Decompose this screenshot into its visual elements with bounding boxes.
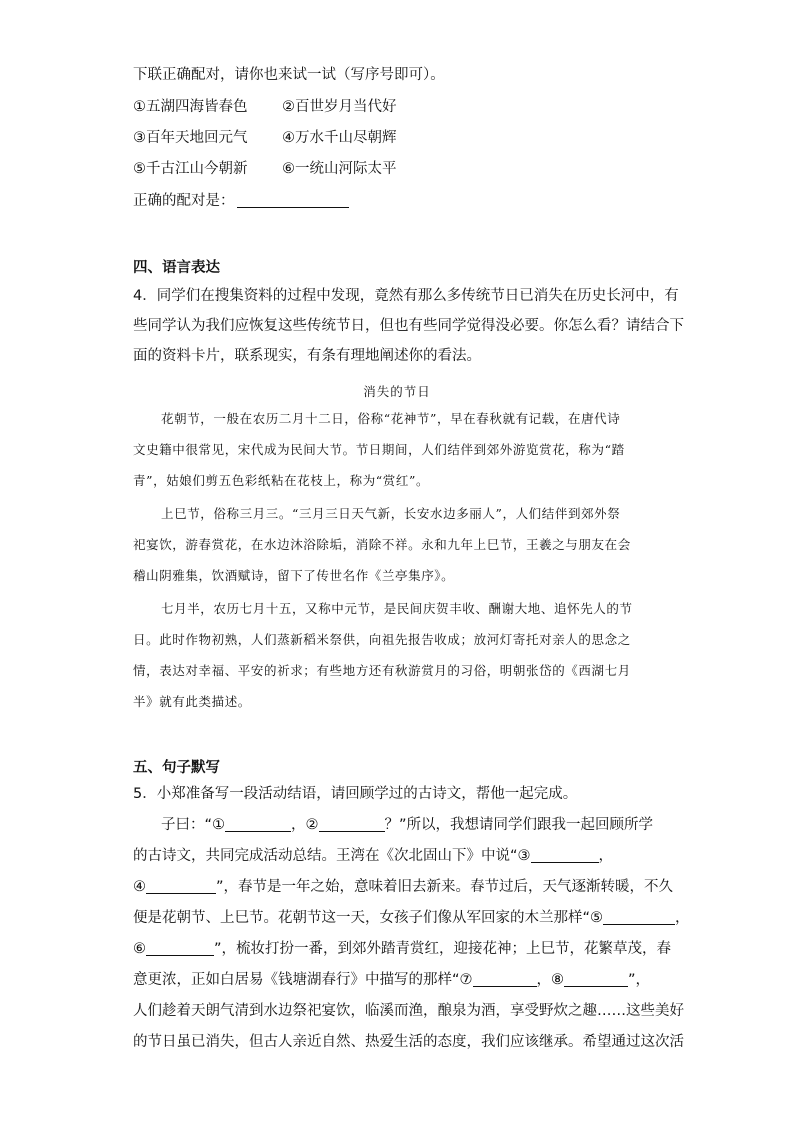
blank-7[interactable] [473, 971, 537, 987]
q4-line-1: 4．同学们在搜集资料的过程中发现，竟然有那么多传统节日已消失在历史长河中，有 [133, 288, 679, 304]
option-5: ⑤千古江山今朝新 [133, 161, 248, 177]
option-6: ⑥一统山河际太平 [282, 161, 397, 177]
q3-intro: 下联正确配对，请你也来试一试（写序号即可）。 [133, 67, 445, 83]
q4-line-3: 面的资料卡片，联系现实，有条有理地阐述你的看法。 [133, 348, 481, 364]
fill-line-1: 子曰：“① ，② ？”所以，我想请同学们跟我一起回顾所学 [161, 817, 654, 833]
q4-line-2: 些同学认为我们应恢复这些传统节日，但也有些同学觉得没必要。你怎么看？请结合下 [133, 318, 684, 334]
card-line-9: 情，表达对幸福、平安的祈求；有些地方还有秋游赏月的习俗，明朝张岱的《西湖七月 [133, 663, 631, 678]
blank-2[interactable] [319, 816, 385, 832]
card-line-7: 七月半，农历七月十五，又称中元节，是民间庆贺丰收、酬谢大地、追怀先人的节 [161, 601, 633, 616]
blank-3[interactable] [531, 847, 599, 863]
option-4: ④万水千山尽朝辉 [282, 130, 397, 146]
card-line-8: 日。此时作物初熟，人们蒸新稻米祭供，向祖先报告收成；放河灯寄托对亲人的思念之 [133, 632, 631, 647]
fill-line-6: 意更浓，正如白居易《钱塘湖春行》中描写的那样“⑦ ，⑧ ”， [133, 972, 651, 988]
fill-line-7: 人们趁着天朗气清到水边祭祀宴饮，临溪而渔，酿泉为酒，享受野炊之趣……这些美好 [133, 1003, 684, 1019]
card-line-4: 上巳节，俗称三月三。“三月三日天气新，长安水边多丽人”，人们结伴到郊外祭 [161, 506, 621, 521]
blank-4[interactable] [146, 878, 216, 894]
card-line-3: 青”，姑娘们剪五色彩纸粘在花枝上，称为“赏红”。 [133, 473, 430, 488]
card-title: 消失的节日 [363, 384, 431, 399]
answer-label: 正确的配对是： [133, 193, 235, 209]
fill-line-5: ⑥ ”，梳妆打扮一番，到郊外踏青赏红，迎接花神；上巳节，花繁草茂，春 [133, 941, 672, 957]
blank-5[interactable] [603, 909, 675, 925]
section5-heading: 五、句子默写 [133, 760, 220, 776]
answer-blank[interactable] [237, 193, 349, 208]
q5-line: 5．小郑准备写一段活动结语，请回顾学过的古诗文，帮他一起完成。 [133, 786, 578, 802]
option-2: ②百世岁月当代好 [282, 99, 397, 115]
blank-6[interactable] [146, 940, 214, 956]
card-line-10: 半》就有此类描述。 [133, 694, 251, 709]
fill-line-2: 的古诗文，共同完成活动总结。王湾在《次北固山下》中说“③ ， [133, 848, 614, 864]
fill-line-4: 便是花朝节、上巳节。花朝节这一天，女孩子们像从军回家的木兰那样“⑤ ， [133, 910, 690, 926]
card-line-2: 文史籍中很常见，宋代成为民间大节。节日期间，人们结伴到郊外游览赏花，称为“踏 [133, 442, 625, 457]
blank-8[interactable] [564, 971, 628, 987]
answer-row [133, 191, 349, 211]
fill-line-3: ④ ”，春节是一年之始，意味着旧去新来。春节过后，天气逐渐转暖，不久 [133, 879, 674, 895]
blank-1[interactable] [225, 816, 291, 832]
section4-heading: 四、语言表达 [133, 260, 220, 276]
card-line-6: 稽山阴雅集，饮酒赋诗，留下了传世名作《兰亭集序》。 [133, 568, 455, 583]
option-3: ③百年天地回元气 [133, 130, 248, 146]
option-1: ①五湖四海皆春色 [133, 99, 248, 115]
fill-line-8: 的节日虽已消失，但古人亲近自然、热爱生活的态度，我们应该继承。希望通过这次活 [133, 1034, 684, 1050]
card-line-5: 祀宴饮，游春赏花，在水边沐浴除垢，消除不祥。永和九年上巳节，王羲之与朋友在会 [133, 537, 631, 552]
card-line-1: 花朝节，一般在农历二月十二日，俗称“花神节”，早在春秋就有记载，在唐代诗 [161, 411, 621, 426]
